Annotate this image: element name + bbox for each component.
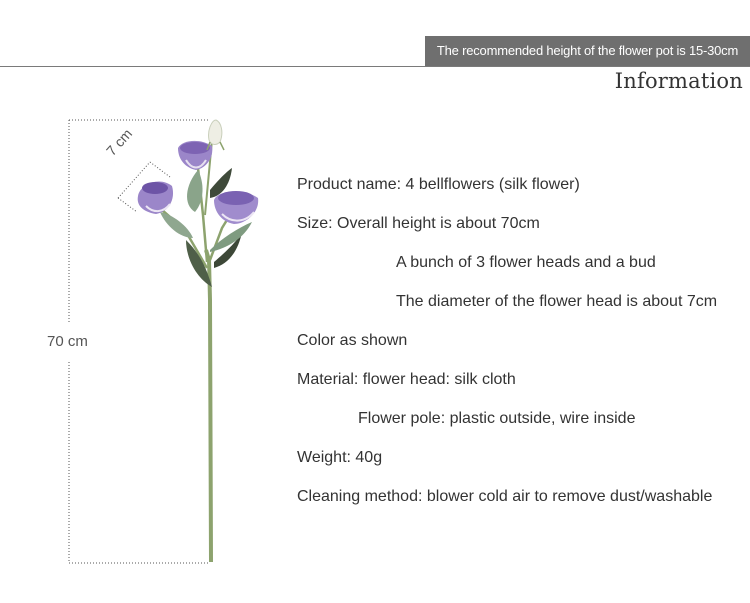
spec-weight: Weight: 40g (297, 449, 383, 466)
spec-material: Material: flower head: silk cloth (297, 371, 516, 388)
spec-size: Size: Overall height is about 70cm (297, 215, 540, 232)
spec-product-name: Product name: 4 bellflowers (silk flower) (297, 176, 580, 193)
flower-head-right (214, 191, 258, 224)
pot-height-banner: The recommended height of the flower pot is 15-30cm (425, 36, 750, 66)
flower-head-top (178, 141, 212, 170)
spec-color: Color as shown (297, 332, 408, 349)
spec-cleaning: Cleaning method: blower cold air to remove dust/washable (297, 488, 713, 505)
information-heading: Information (614, 69, 743, 93)
diameter-label: 7 cm (103, 125, 136, 159)
spec-size-diameter: The diameter of the flower head is about 7cm (396, 293, 718, 310)
leaves (160, 168, 252, 287)
main-stem (206, 250, 211, 562)
spec-size-bunch: A bunch of 3 flower heads and a bud (396, 254, 656, 271)
spec-material-pole: Flower pole: plastic outside, wire inside (358, 410, 636, 427)
flower-head-left (138, 181, 173, 214)
height-dimension-lines (69, 120, 208, 563)
height-label: 70 cm (47, 330, 88, 353)
header-divider (0, 66, 750, 67)
flower-illustration (0, 110, 290, 580)
